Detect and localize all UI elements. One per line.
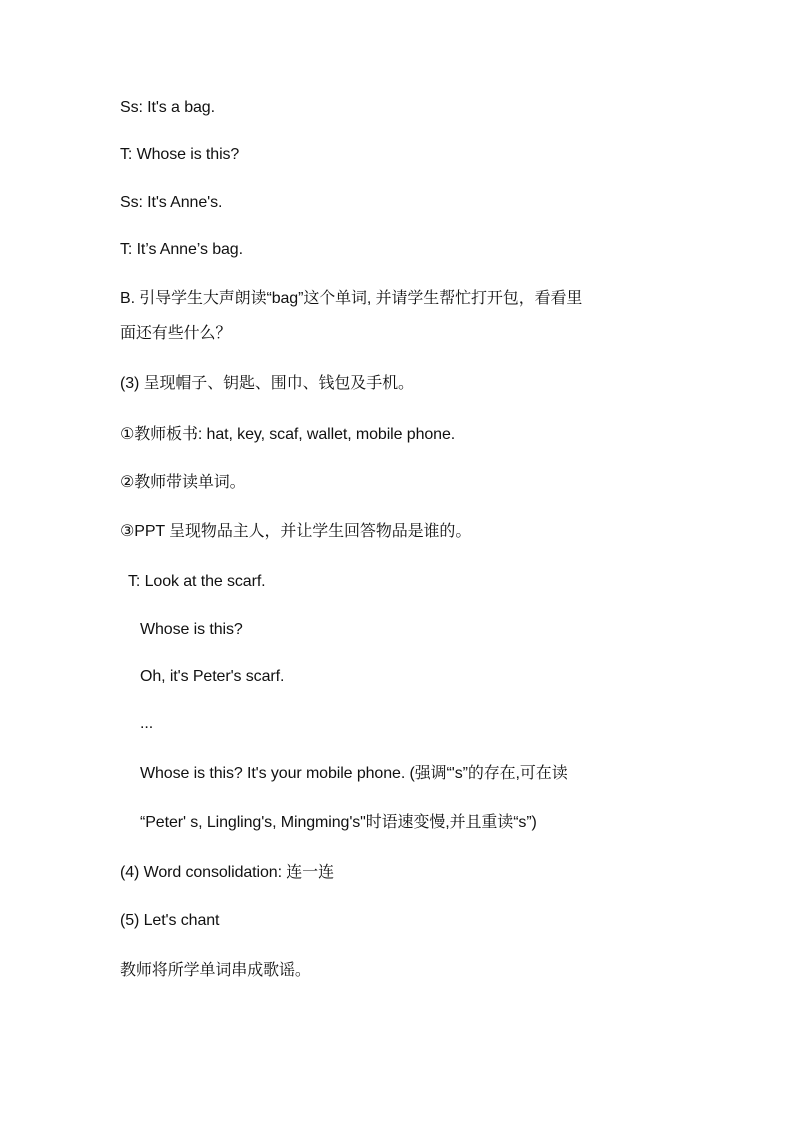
step-3-item-1: ①教师板书: hat, key, scaf, wallet, mobile phone. [120, 426, 456, 443]
dialogue-line-look-scarf: T: Look at the scarf. [128, 573, 266, 590]
step-4-heading: (4) Word consolidation: 连一连 [120, 864, 334, 881]
dialogue-line-t-annes-bag: T: It’s Anne’s bag. [120, 241, 243, 258]
dialogue-line-peters-scarf: Oh, it's Peter's scarf. [140, 668, 285, 685]
step-5-text: 教师将所学单词串成歌谣。 [120, 962, 311, 979]
step-b-text-line2: 面还有些什么？ [120, 325, 232, 342]
step-b-text-line1: B. 引导学生大声朗读“bag”这个单词, 并请学生帮忙打开包，看看里 [120, 290, 583, 307]
step-3-item-3: ③PPT 呈现物品主人，并让学生回答物品是谁的。 [120, 523, 472, 540]
step-5-heading: (5) Let's chant [120, 912, 220, 929]
dialogue-line-ss-annes: Ss: It's Anne's. [120, 194, 223, 211]
dialogue-line-stress-note: “Peter' s, Lingling's, Mingming's"时语速变慢,并且重读“s”) [140, 814, 537, 831]
dialogue-line-t-whose: T: Whose is this? [120, 146, 240, 163]
dialogue-line-whose-is-this: Whose is this? [140, 621, 243, 638]
dialogue-line-ss-bag: Ss: It's a bag. [120, 99, 215, 116]
step-3-item-2: ②教师带读单词。 [120, 474, 246, 491]
step-3-heading: (3) 呈现帽子、钥匙、围巾、钱包及手机。 [120, 375, 414, 392]
dialogue-ellipsis: ... [140, 715, 154, 732]
dialogue-line-mobile-phone: Whose is this? It's your mobile phone. (强调“'s”的存在,可在读 [140, 765, 568, 782]
